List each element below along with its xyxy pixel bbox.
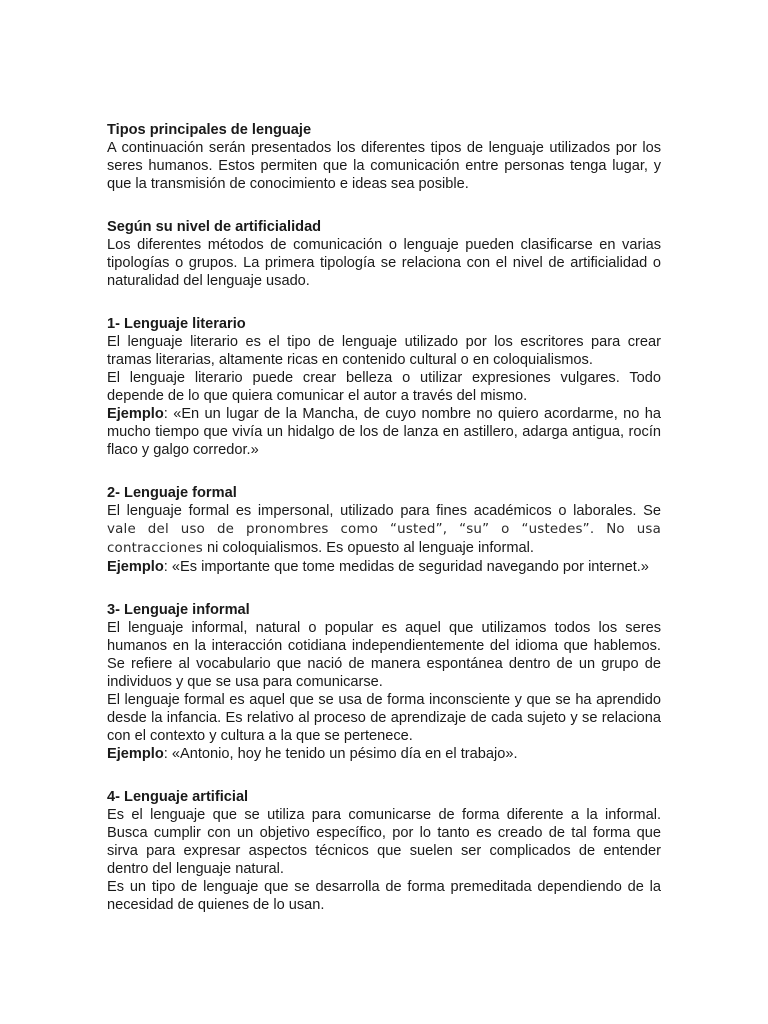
example-paragraph [107,745,661,763]
paragraph: El lenguaje informal, natural o popular es aquel que utilizamos todos los seres humanos en la interacción cotidiana independientemente del idioma que hablemos. Se refiere al vocabulario que nació de manera espontánea dentro de un grupo de individuos y que se usa para comunicarse. [107,620,661,690]
document-body [107,121,661,939]
section-literary-language [107,315,661,459]
paragraph: El lenguaje literario es el tipo de lenguaje utilizado por los escritores para crear tramas literarias, altamente ricas en contenido cultural o en coloquialismos. [107,334,661,368]
paragraph: Los diferentes métodos de comunicación o lenguaje pueden clasificarse en varias tipologías o grupos. La primera tipología se relaciona con el nivel de artificialidad o naturalidad del lenguaje usado. [107,237,661,289]
example-text: : «Antonio, hoy he tenido un pésimo día en el trabajo». [163,746,518,762]
example-text: : «En un lugar de la Mancha, de cuyo nombre no quiero acordarme, no ha mucho tiempo que vivía un hidalgo de los de lanza en astillero, adarga antigua, rocín flaco y galgo corredor.» [107,406,661,458]
example-label: Ejemplo [107,559,164,575]
example-label: Ejemplo [107,406,164,422]
section-heading: 4- Lenguaje artificial [107,789,249,805]
section-intro [107,121,661,193]
example-paragraph [107,405,661,459]
section-formal-language [107,484,661,576]
section-heading: 3- Lenguaje informal [107,602,250,618]
paragraph [107,502,661,558]
paragraph: A continuación serán presentados los diferentes tipos de lenguaje utilizados por los seres humanos. Estos permiten que la comunicación entre personas tenga lugar, y que la transmisión de conocimiento e ideas sea posible. [107,140,661,192]
example-label: Ejemplo [107,746,164,762]
section-artificiality [107,218,661,290]
paragraph: Es el lenguaje que se utiliza para comunicarse de forma diferente a la informal. Busca cumplir con un objetivo específico, por lo tanto es creado de tal forma que sirva para expresar aspectos técnicos que suelen ser complicados de entender dentro del lenguaje natural. [107,807,661,877]
section-heading: Según su nivel de artificialidad [107,219,322,235]
example-paragraph [107,558,661,576]
paragraph-part: El lenguaje formal es impersonal, utilizado para fines académicos o laborales. Se [107,503,661,519]
section-heading: 2- Lenguaje formal [107,485,237,501]
paragraph: El lenguaje formal es aquel que se usa de forma inconsciente y que se ha aprendido desde la infancia. Es relativo al proceso de aprendizaje de cada sujeto y se relaciona con el contexto y cultura a la que se pertenece. [107,692,661,744]
section-artificial-language [107,788,661,914]
section-heading: Tipos principales de lenguaje [107,122,312,138]
section-heading: 1- Lenguaje literario [107,316,246,332]
paragraph-part-alt-font: vale del uso de pronombres como “usted”, “su” o “ustedes”. No usa contracciones [107,522,661,556]
paragraph: El lenguaje literario puede crear belleza o utilizar expresiones vulgares. Todo depende de lo que quiera comunicar el autor a través del mismo. [107,370,661,404]
example-text: : «Es importante que tome medidas de seguridad navegando por internet.» [163,559,649,575]
paragraph-part: ni coloquialismos. Es opuesto al lenguaje informal. [202,540,534,556]
paragraph: Es un tipo de lenguaje que se desarrolla de forma premeditada dependiendo de la necesidad de quienes de lo usan. [107,879,661,913]
section-informal-language [107,601,661,763]
